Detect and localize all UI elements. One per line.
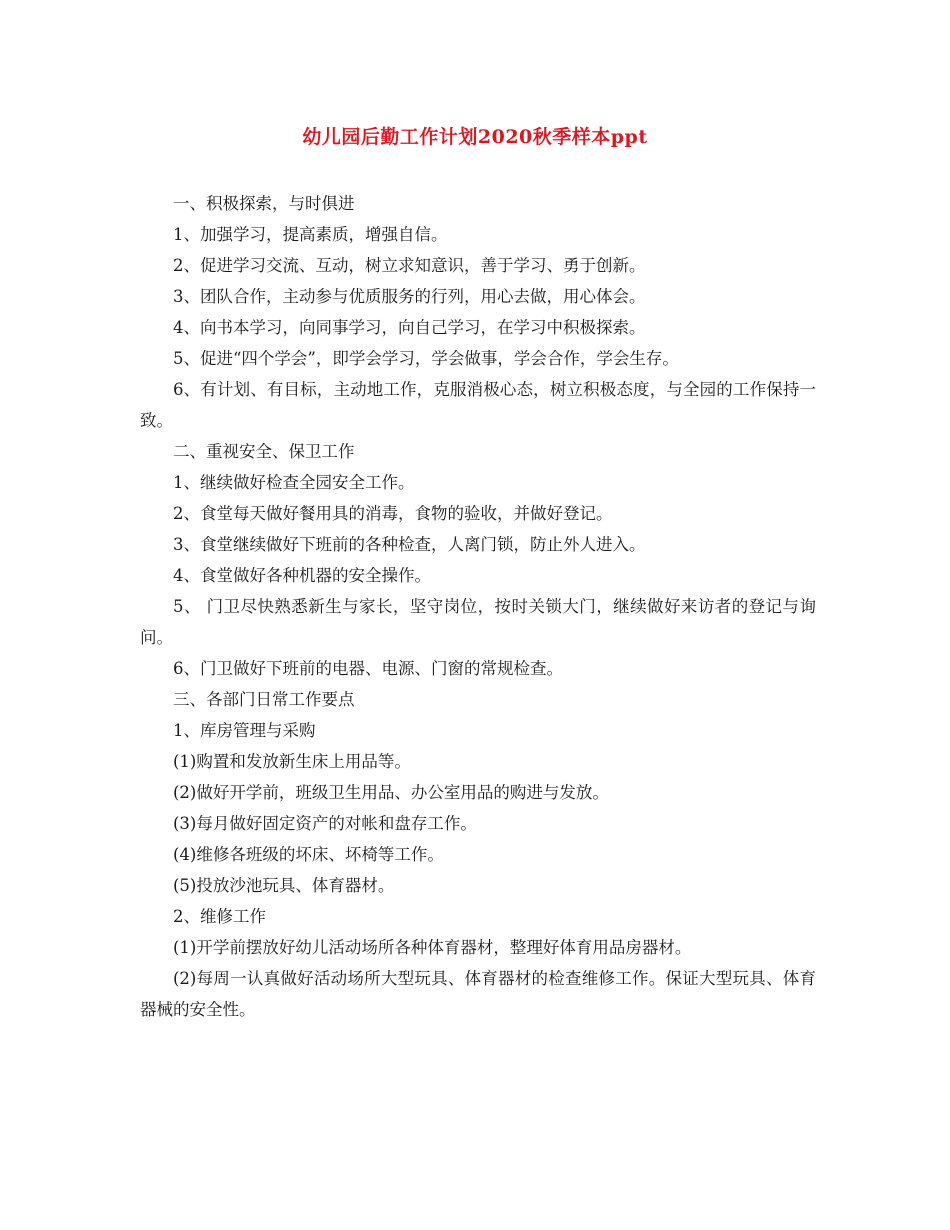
subsection-heading: 2、维修工作: [173, 907, 266, 926]
paragraph: 5、促进“四个学会”，即学会学习，学会做事，学会合作，学会生存。: [173, 349, 679, 368]
paragraph: 1、继续做好检查全园安全工作。: [173, 473, 415, 492]
paragraph: 1、加强学习，提高素质，增强自信。: [173, 225, 448, 244]
paragraph: 6、门卫做好下班前的电器、电源、门窗的常规检查。: [173, 659, 563, 678]
section-heading-3: 三、各部门日常工作要点: [173, 690, 355, 709]
paragraph: 4、向书本学习，向同事学习，向自己学习，在学习中积极探索。: [173, 318, 646, 337]
paragraph: 5、 门卫尽快熟悉新生与家长，坚守岗位，按时关锁大门，继续做好来访者的登记与询问。: [140, 597, 816, 647]
paragraph: 2、促进学习交流、互动，树立求知意识，善于学习、勇于创新。: [173, 256, 646, 275]
paragraph: 3、食堂继续做好下班前的各种检查，人离门锁，防止外人进入。: [173, 535, 646, 554]
paragraph: 4、食堂做好各种机器的安全操作。: [173, 566, 431, 585]
paragraph: 3、团队合作，主动参与优质服务的行列，用心去做，用心体会。: [173, 287, 646, 306]
document-title: 幼儿园后勤工作计划2020秋季样本ppt: [302, 126, 648, 148]
list-item: (2)每周一认真做好活动场所大型玩具、体育器材的检查维修工作。保证大型玩具、体育器械的安全性。: [140, 969, 816, 1019]
list-item: (2)做好开学前，班级卫生用品、办公室用品的购进与发放。: [173, 783, 609, 802]
list-item: (5)投放沙池玩具、体育器材。: [173, 876, 395, 895]
list-item: (1)开学前摆放好幼儿活动场所各种体育器材，整理好体育用品房器材。: [173, 938, 692, 957]
list-item: (1)购置和发放新生床上用品等。: [173, 752, 411, 771]
paragraph: 2、食堂每天做好餐用具的消毒，食物的验收，并做好登记。: [173, 504, 613, 523]
subsection-heading: 1、库房管理与采购: [173, 721, 316, 740]
list-item: (3)每月做好固定资产的对帐和盘存工作。: [173, 814, 477, 833]
section-heading-2: 二、重视安全、保卫工作: [173, 442, 355, 461]
section-heading-1: 一、积极探索，与时俱进: [173, 194, 355, 213]
list-item: (4)维修各班级的坏床、坏椅等工作。: [173, 845, 444, 864]
paragraph: 6、有计划、有目标，主动地工作，克服消极心态，树立积极态度，与全园的工作保持一致。: [140, 380, 816, 430]
document-body: [140, 188, 816, 1025]
